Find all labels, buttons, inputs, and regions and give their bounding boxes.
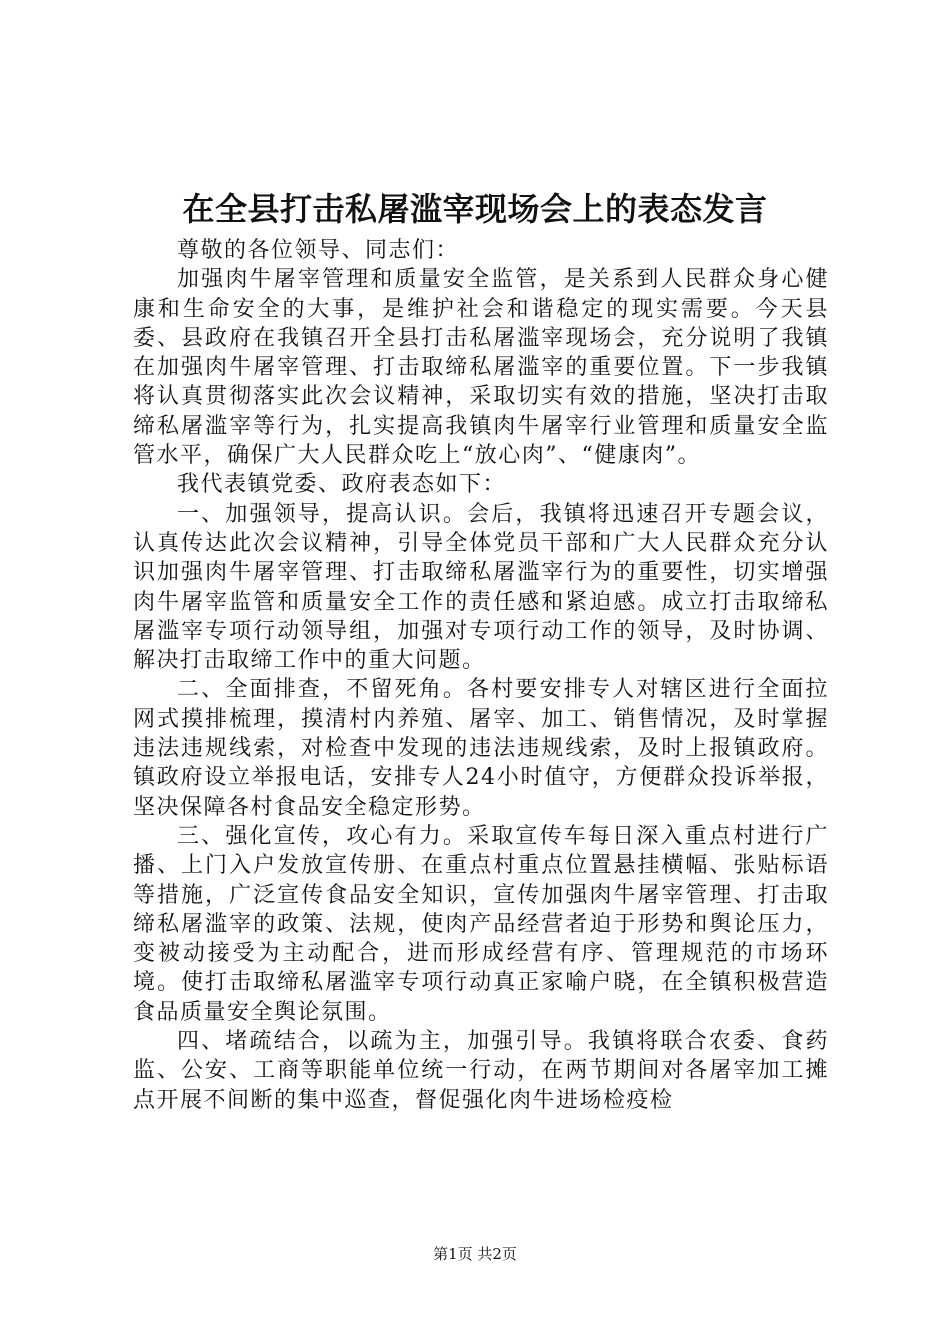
- point-one-paragraph: 一、加强领导，提高认识。会后，我镇将迅速召开专题会议，认真传达此次会议精神，引导全体党员干部和广大人民群众充分认识加强肉牛屠宰管理、打击取缔私屠滥宰行为的重要性，切实增强肉牛屠宰监管和质量安全工作的责任感和紧迫感。成立打击取缔私屠滥宰专项行动领导组，加强对专项行动工作的领导，及时协调、解决打击取缔工作中的重大问题。: [133, 501, 829, 674]
- point-three-paragraph: 三、强化宣传，攻心有力。采取宣传车每日深入重点村进行广播、上门入户发放宣传册、在重点村重点位置悬挂横幅、张贴标语等措施，广泛宣传食品安全知识，宣传加强肉牛屠宰管理、打击取缔私屠滥宰的政策、法规，使肉产品经营者迫于形势和舆论压力，变被动接受为主动配合，进而形成经营有序、管理规范的市场环境。使打击取缔私屠滥宰专项行动真正家喻户晓，在全镇积极营造食品质量安全舆论氛围。: [133, 823, 829, 1025]
- point-two-paragraph: 二、全面排查，不留死角。各村要安排专人对辖区进行全面拉网式摸排梳理，摸清村内养殖、屠宰、加工、销售情况，及时掌握违法违规线索，对检查中发现的违法违规线索，及时上报镇政府。镇政府设立举报电话，安排专人24小时值守，方便群众投诉举报，坚决保障各村食品安全稳定形势。: [133, 677, 829, 820]
- statement-lead-paragraph: 我代表镇党委、政府表态如下：: [177, 472, 507, 498]
- point-four-paragraph: 四、堵疏结合，以疏为主，加强引导。我镇将联合农委、食药监、公安、工商等职能单位统一行动，在两节期间对各屠宰加工摊点开展不间断的集中巡查，督促强化肉牛进场检疫检: [133, 1029, 829, 1113]
- page-number-footer: 第1页 共2页: [433, 1245, 517, 1263]
- intro-paragraph: 加强肉牛屠宰管理和质量安全监管，是关系到人民群众身心健康和生命安全的大事，是维护社会和谐稳定的现实需要。今天县委、县政府在我镇召开全县打击私屠滥宰现场会，充分说明了我镇在加强肉牛屠宰管理、打击取缔私屠滥宰的重要位置。下一步我镇将认真贯彻落实此次会议精神，采取切实有效的措施，坚决打击取缔私屠滥宰等行为，扎实提高我镇肉牛屠宰行业管理和质量安全监管水平，确保广大人民群众吃上“放心肉”、“健康肉”。: [133, 267, 829, 469]
- document-title: 在全县打击私屠滥宰现场会上的表态发言: [182, 190, 768, 228]
- greeting-paragraph: 尊敬的各位领导、同志们：: [177, 238, 460, 263]
- document-body: [133, 236, 829, 1115]
